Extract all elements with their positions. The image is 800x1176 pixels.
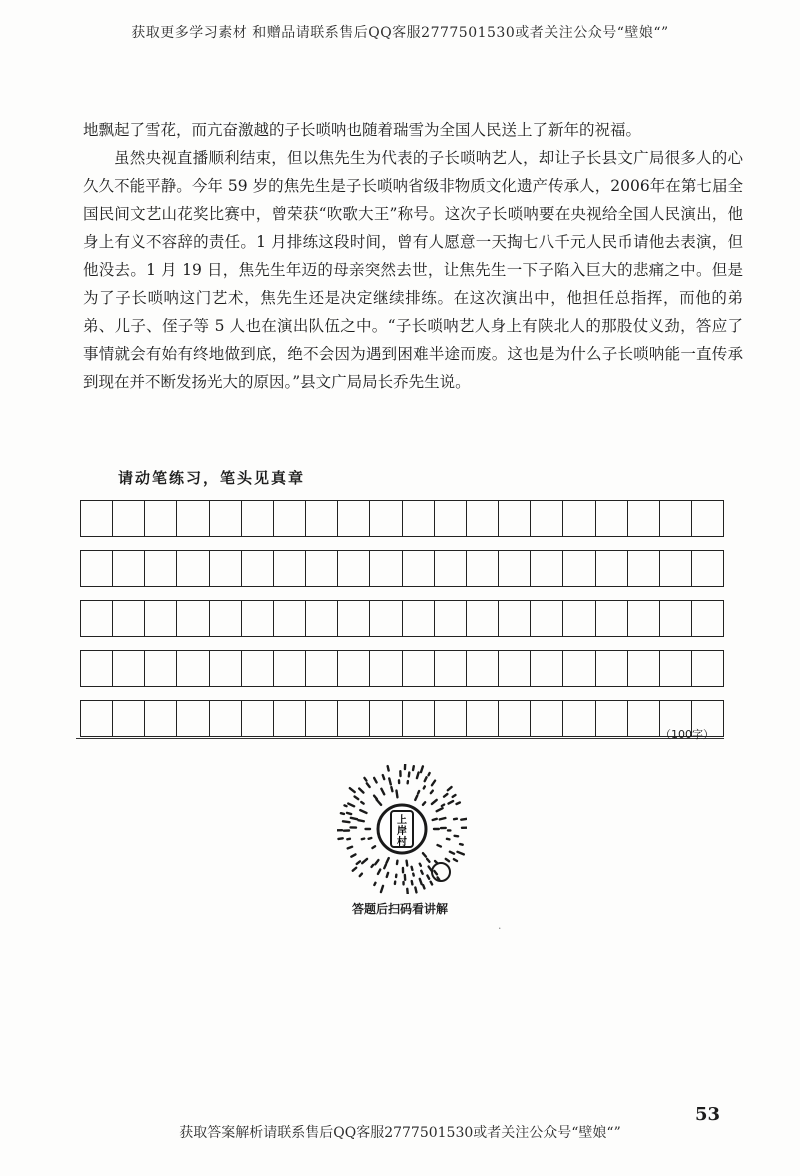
grid-cell[interactable] — [210, 551, 242, 586]
qr-dash — [372, 865, 374, 867]
grid-cell[interactable] — [435, 551, 467, 586]
exercise-prompt: 请动笔练习，笔头见真章 — [118, 469, 306, 487]
grid-cell[interactable] — [338, 601, 370, 636]
grid-cell[interactable] — [113, 601, 145, 636]
grid-cell[interactable] — [177, 701, 209, 736]
qr-dash — [374, 883, 375, 885]
qr-dash — [372, 846, 375, 848]
grid-cell[interactable] — [628, 551, 660, 586]
qr-dash — [442, 805, 444, 806]
qr-dash — [341, 813, 344, 814]
qr-dash — [421, 766, 423, 772]
word-count-label: （100字） — [660, 728, 714, 741]
qr-dash — [454, 819, 457, 820]
qr-dash — [381, 886, 383, 892]
qr-dash — [412, 867, 413, 870]
qr-dash — [418, 791, 419, 793]
grid-cell[interactable] — [403, 701, 435, 736]
grid-cell[interactable] — [274, 501, 306, 536]
grid-cell[interactable] — [531, 551, 563, 586]
grid-cell[interactable] — [563, 701, 595, 736]
grid-cell[interactable] — [531, 601, 563, 636]
qr-dash — [374, 796, 377, 799]
qr-dash — [391, 787, 392, 791]
grid-cell[interactable] — [210, 701, 242, 736]
qr-dash — [378, 870, 380, 874]
qr-caption: 答题后扫码看讲解 — [351, 902, 448, 916]
grid-cell[interactable] — [81, 701, 113, 736]
grid-cell[interactable] — [403, 651, 435, 686]
grid-row — [80, 550, 724, 587]
grid-cell[interactable] — [596, 651, 628, 686]
grid-cell[interactable] — [242, 651, 274, 686]
qr-dash — [360, 874, 362, 876]
qr-dash — [351, 854, 355, 856]
grid-cell[interactable] — [145, 501, 177, 536]
grid-cell[interactable] — [660, 651, 692, 686]
qr-dash — [350, 788, 355, 792]
qr-dash — [432, 781, 435, 786]
page-number: 53 — [694, 1104, 720, 1125]
qr-dash — [447, 839, 449, 840]
grid-cell[interactable] — [467, 551, 499, 586]
grid-cell[interactable] — [563, 651, 595, 686]
grid-cell[interactable] — [242, 501, 274, 536]
grid-cell[interactable] — [499, 551, 531, 586]
qr-dash — [460, 844, 463, 845]
qr-dash — [348, 804, 354, 807]
grid-cell[interactable] — [596, 701, 628, 736]
qr-logo-char-3: 村 — [397, 837, 407, 848]
grid-row — [80, 650, 724, 687]
grid-cell[interactable] — [563, 551, 595, 586]
qr-dash — [440, 818, 446, 819]
qr-dash — [384, 865, 386, 869]
grid-cell[interactable] — [531, 701, 563, 736]
qr-dash — [389, 778, 391, 784]
qr-dash — [412, 881, 413, 884]
qr-dash — [409, 773, 410, 777]
grid-cell[interactable] — [435, 501, 467, 536]
qr-dash — [339, 838, 343, 839]
qr-dash — [361, 802, 363, 804]
qr-code[interactable] — [337, 764, 467, 894]
qr-dash — [407, 861, 408, 866]
grid-cell[interactable] — [338, 651, 370, 686]
qr-dash — [438, 877, 440, 879]
grid-cell[interactable] — [370, 601, 402, 636]
qr-dash — [435, 861, 437, 863]
qr-dash — [427, 876, 429, 879]
grid-cell[interactable] — [210, 501, 242, 536]
article-passage — [83, 116, 743, 396]
qr-dash — [461, 819, 466, 820]
grid-cell[interactable] — [177, 501, 209, 536]
grid-cell[interactable] — [242, 551, 274, 586]
grid-cell[interactable] — [660, 601, 692, 636]
grid-cell[interactable] — [435, 601, 467, 636]
grid-cell[interactable] — [113, 651, 145, 686]
qr-dash — [454, 859, 457, 861]
qr-dash — [450, 852, 454, 854]
qr-dash — [420, 864, 421, 866]
grid-cell[interactable] — [435, 651, 467, 686]
qr-dash — [413, 766, 414, 770]
qr-logo-char-1: 上 — [397, 815, 407, 826]
qr-dash — [359, 789, 363, 793]
qr-dash — [364, 778, 366, 781]
qr-dash — [348, 847, 352, 849]
grid-row — [80, 600, 724, 637]
qr-dash — [355, 797, 359, 800]
grid-cell[interactable] — [563, 501, 595, 536]
grid-cell[interactable] — [628, 701, 660, 736]
grid-cell[interactable] — [274, 701, 306, 736]
qr-dash — [446, 859, 449, 861]
grid-cell[interactable] — [306, 701, 338, 736]
qr-dash — [375, 860, 378, 864]
grid-cell[interactable] — [403, 501, 435, 536]
grid-cell[interactable] — [210, 651, 242, 686]
qr-dash — [448, 787, 452, 790]
grid-cell[interactable] — [467, 601, 499, 636]
grid-cell[interactable] — [145, 701, 177, 736]
grid-cell[interactable] — [113, 501, 145, 536]
qr-dash — [353, 868, 356, 871]
grid-cell[interactable] — [177, 551, 209, 586]
qr-dash — [351, 818, 357, 819]
footer-notice: 获取答案解析请联系售后QQ客服2777501530或者关注公众号“壁娘“” — [179, 1125, 621, 1141]
grid-cell[interactable] — [370, 551, 402, 586]
qr-dash — [362, 839, 364, 840]
qr-dash — [417, 772, 419, 778]
qr-dash — [415, 796, 417, 800]
qr-dash — [377, 800, 381, 805]
passage-paragraph-1: 地飘起了雪花，而亢奋激越的子长唢呐也随着瑞雪为全国人民送上了新年的祝福。 — [83, 121, 642, 139]
qr-dash — [420, 879, 422, 884]
grid-cell[interactable] — [499, 601, 531, 636]
grid-cell[interactable] — [692, 601, 724, 636]
qr-dash — [381, 789, 384, 795]
grid-cell[interactable] — [370, 501, 402, 536]
grid-cell[interactable] — [338, 551, 370, 586]
qr-dash — [429, 773, 430, 775]
grid-cell[interactable] — [499, 701, 531, 736]
qr-dash — [362, 859, 367, 863]
qr-dash — [438, 845, 441, 847]
qr-dash — [388, 766, 389, 770]
grid-cell[interactable] — [306, 651, 338, 686]
scan-smudge: · — [498, 922, 502, 935]
passage-paragraph-2: 虽然央视直播顺利结束，但以焦先生为代表的子长唢呐艺人，却让子长县文广局很多人的心久久不能平静。今年 59 岁的焦先生是子长唢呐省级非物质文化遗产传承人，2006年在第七届全国民间文艺山花奖比赛中，曾荣获“吹歌大王”称号。这次子长唢呐要在央视给全国人民演出，他身上有义不容辞的责任。1 月排练这段时间，曾有人愿意一天掏七八千元人民币请他去表演，但他没去。1 月 19 日，焦先生年迈的母亲突然去世，让焦先生一下子陷入巨大的悲痛之中。但是为了子长唢呐这门艺术，焦先生还是决定继续排练。在这次演出中，他担任总指挥，而他的弟弟、儿子、侄子等 5 人也在演出队伍之中。“子长唢呐艺人身上有陕北人的那股仗义劲，答应了事情就会有始有终地做到底，绝不会因为遇到困难半途而废。这也是为什么子长唢呐能一直传承到现在并不断发扬光大的原因。”县文广局局长乔先生说。 — [83, 149, 743, 391]
grid-cell[interactable] — [81, 501, 113, 536]
qr-dash — [360, 810, 366, 813]
grid-cell[interactable] — [177, 651, 209, 686]
grid-cell[interactable] — [563, 601, 595, 636]
grid-cell[interactable] — [81, 651, 113, 686]
qr-dash — [432, 800, 437, 804]
qr-dash — [369, 838, 372, 839]
qr-dash — [358, 820, 363, 821]
grid-cell[interactable] — [596, 501, 628, 536]
qr-dash — [387, 858, 389, 863]
qr-dash — [444, 794, 447, 797]
qr-dash — [425, 777, 427, 781]
grid-cell[interactable] — [81, 601, 113, 636]
grid-baseline — [76, 738, 724, 739]
qr-dash — [383, 775, 384, 779]
grid-row — [80, 700, 724, 737]
qr-dash — [437, 808, 443, 811]
qr-dash — [423, 853, 426, 856]
grid-cell[interactable] — [403, 601, 435, 636]
qr-dash — [453, 795, 456, 797]
grid-cell[interactable] — [306, 551, 338, 586]
qr-dash — [431, 882, 433, 885]
grid-cell[interactable] — [596, 601, 628, 636]
qr-dash — [357, 861, 360, 864]
grid-cell[interactable] — [210, 601, 242, 636]
grid-cell[interactable] — [467, 701, 499, 736]
grid-cell[interactable] — [692, 551, 724, 586]
grid-cell[interactable] — [306, 501, 338, 536]
qr-dash — [434, 871, 437, 874]
grid-cell[interactable] — [338, 701, 370, 736]
qr-dash — [343, 821, 349, 822]
grid-cell[interactable] — [242, 601, 274, 636]
qr-dash — [449, 801, 454, 804]
grid-cell[interactable] — [274, 551, 306, 586]
grid-cell[interactable] — [242, 701, 274, 736]
grid-cell[interactable] — [692, 651, 724, 686]
grid-cell[interactable] — [660, 551, 692, 586]
grid-cell[interactable] — [403, 551, 435, 586]
grid-cell[interactable] — [113, 701, 145, 736]
grid-cell[interactable] — [145, 651, 177, 686]
qr-dash — [457, 852, 463, 855]
qr-dash — [457, 803, 460, 805]
grid-cell[interactable] — [370, 701, 402, 736]
qr-logo-char-2: 岸 — [397, 826, 407, 837]
grid-cell[interactable] — [628, 601, 660, 636]
qr-dash — [433, 819, 437, 820]
grid-row — [80, 500, 724, 537]
writing-grid — [80, 500, 724, 750]
grid-cell[interactable] — [274, 651, 306, 686]
grid-cell[interactable] — [628, 501, 660, 536]
grid-cell[interactable] — [692, 501, 724, 536]
grid-cell[interactable] — [467, 501, 499, 536]
qr-dash — [424, 786, 425, 788]
grid-cell[interactable] — [370, 651, 402, 686]
grid-cell[interactable] — [145, 551, 177, 586]
grid-cell[interactable] — [499, 651, 531, 686]
qr-dash — [415, 887, 416, 892]
grid-cell[interactable] — [531, 651, 563, 686]
grid-cell[interactable] — [467, 651, 499, 686]
qr-dash — [367, 783, 370, 787]
qr-dash — [423, 885, 424, 888]
grid-cell[interactable] — [274, 601, 306, 636]
grid-cell[interactable] — [306, 601, 338, 636]
qr-dash — [421, 871, 422, 874]
grid-cell[interactable] — [81, 551, 113, 586]
grid-cell[interactable] — [499, 501, 531, 536]
qr-dash — [345, 805, 347, 806]
qr-dash — [347, 813, 351, 814]
grid-cell[interactable] — [531, 501, 563, 536]
grid-cell[interactable] — [113, 551, 145, 586]
header-notice: 获取更多学习素材 和赠品请联系售后QQ客服2777501530或者关注公众号“壁娘“” — [131, 25, 669, 41]
grid-cell[interactable] — [660, 501, 692, 536]
qr-dash — [427, 859, 429, 862]
qr-dash — [387, 873, 388, 877]
grid-cell[interactable] — [177, 601, 209, 636]
qr-dash — [407, 889, 408, 894]
qr-dash — [423, 802, 425, 805]
grid-cell[interactable] — [596, 551, 628, 586]
qr-dash — [374, 778, 376, 783]
grid-cell[interactable] — [338, 501, 370, 536]
qr-dash — [396, 791, 397, 798]
grid-cell[interactable] — [435, 701, 467, 736]
qr-dash — [431, 791, 433, 793]
grid-cell[interactable] — [145, 601, 177, 636]
grid-cell[interactable] — [628, 651, 660, 686]
